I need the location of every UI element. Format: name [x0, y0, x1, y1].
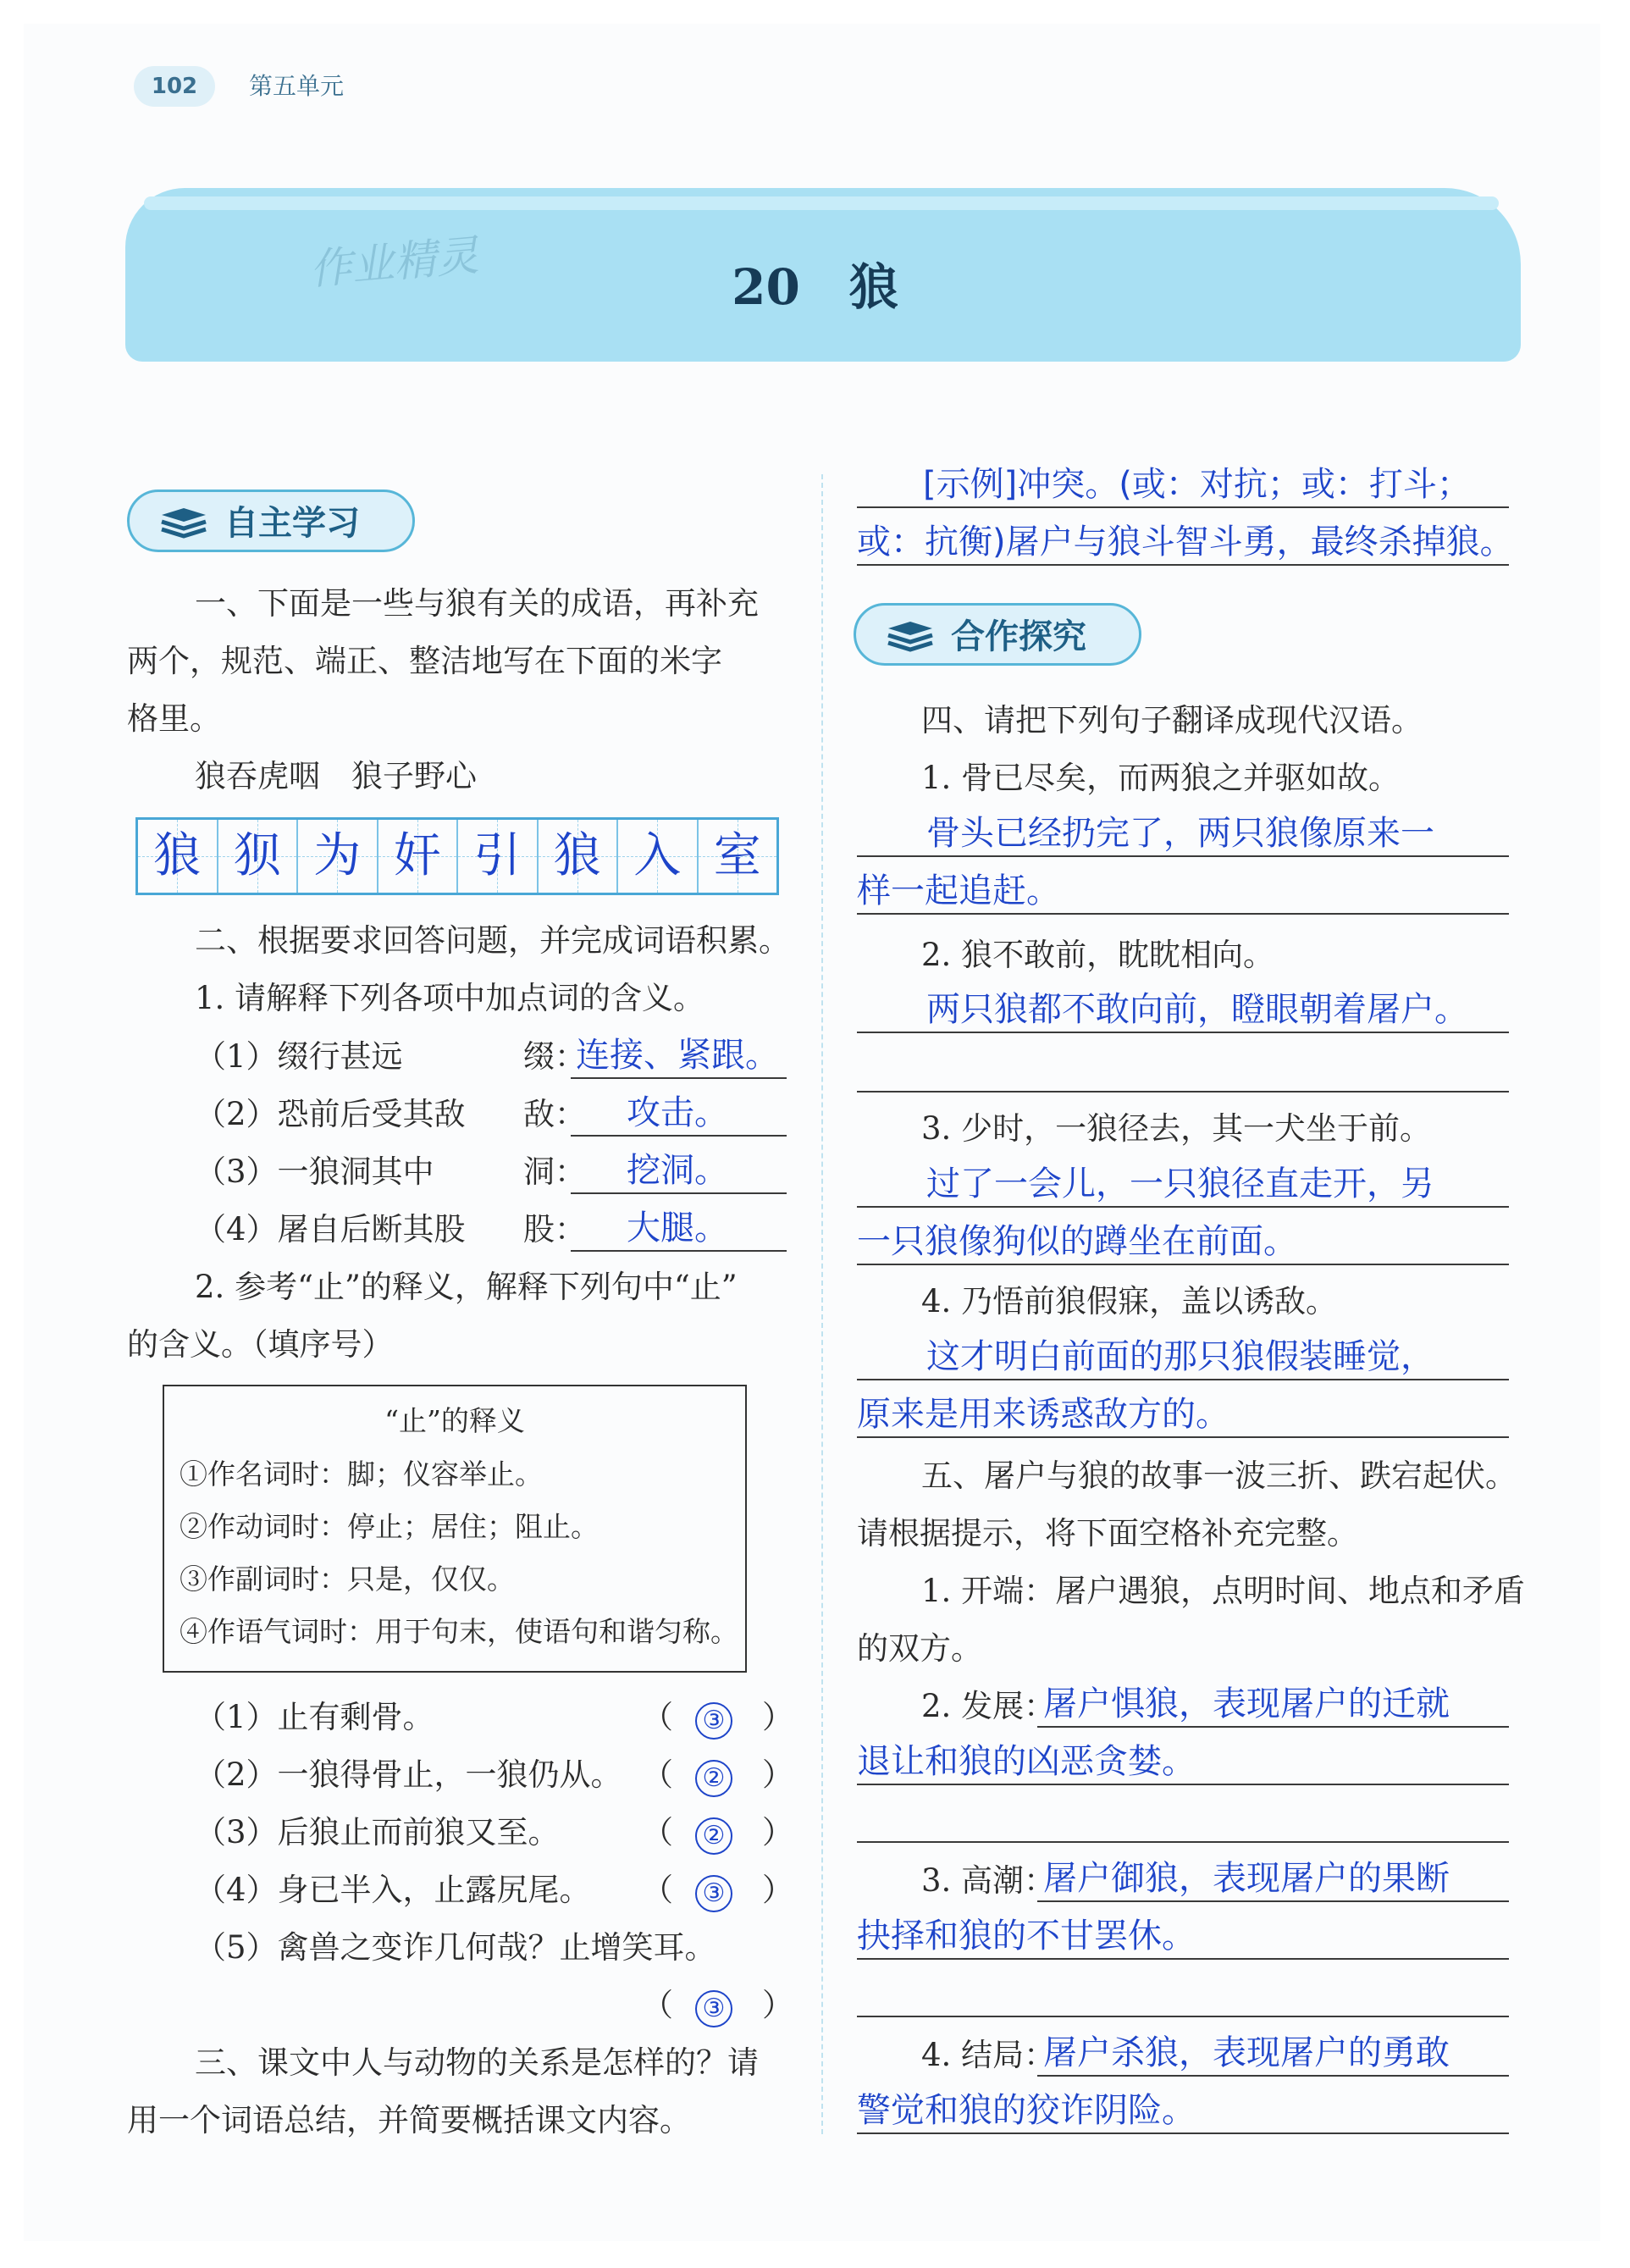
grid-cell: 室 [699, 820, 777, 893]
answer-line [857, 855, 1509, 857]
q5-ans-3a: 屠户御狼，表现屠户的果断 [1043, 1859, 1450, 1898]
box-line-1: ①作名词时：脚；仪容举止。 [180, 1458, 543, 1491]
q2-answer-3: 挖洞。 [627, 1151, 728, 1190]
q2-answer-2: 攻击。 [627, 1093, 728, 1132]
zhi-answer-2: ② [695, 1760, 732, 1797]
answer-line [857, 1784, 1509, 1785]
zhi-sentence-2: （2）一狼得骨止，一狼仍从。 [195, 1756, 622, 1793]
q5-line1: 五、屠户与狼的故事一波三折、跌宕起伏。 [921, 1458, 1517, 1494]
q1-line1: 一、下面是一些与狼有关的成语，再补充 [195, 585, 759, 622]
answer-line [571, 1077, 787, 1079]
answer-line [857, 1264, 1509, 1265]
q2-key-1: 缀： [523, 1038, 586, 1075]
zhi-answer-1: ③ [695, 1702, 732, 1740]
box-title: “止”的释义 [384, 1404, 525, 1437]
q2-sub2-line2: 的含义。（填序号） [127, 1326, 394, 1363]
zhi-answer-3: ② [695, 1817, 732, 1855]
zhi-answer-5: ③ [695, 1990, 732, 2027]
q4-src-1: 1. 骨已尽矣，而两狼之并驱如故。 [921, 760, 1401, 796]
q4-ans-1a: 骨头已经扔完了，两只狼像原来一 [926, 814, 1434, 853]
q4-title: 四、请把下列句子翻译成现代汉语。 [921, 702, 1423, 738]
zhi-sentence-5: （5）禽兽之变诈几何哉？止增笑耳。 [195, 1929, 716, 1966]
paren-close: ） [762, 1987, 793, 2023]
section-self-study [127, 490, 415, 552]
q4-ans-4a: 这才明白前面的那只狼假装睡觉， [926, 1337, 1434, 1376]
q1-line2: 两个，规范、端正、整洁地写在下面的米字 [127, 643, 722, 679]
q4-ans-1b: 样一起追赶。 [857, 871, 1060, 910]
grid-cell: 入 [618, 820, 699, 893]
column-divider [821, 474, 823, 2134]
paren-close: ） [762, 1699, 793, 1735]
zhi-answer-4: ③ [695, 1875, 732, 1912]
q4-src-4: 4. 乃悟前狼假寐，盖以诱敌。 [921, 1283, 1338, 1319]
book-icon [158, 506, 209, 540]
q5-label-2: 2. 发展： [921, 1688, 1056, 1724]
watermark: 作业精灵 [307, 230, 481, 295]
answer-line [857, 506, 1509, 508]
answer-line [571, 1192, 787, 1194]
answer-line [857, 1206, 1509, 1208]
q5-start-line1: 1. 开端：屠户遇狼，点明时间、地点和矛盾 [921, 1573, 1526, 1609]
q5-ans-4b: 警觉和狼的狡诈阴险。 [857, 2091, 1196, 2130]
q3-answer-line2: 或：抗衡)屠户与狼斗智斗勇，最终杀掉狼。 [857, 523, 1514, 561]
q3-answer-line1: [示例]冲突。(或：对抗；或：打斗； [923, 465, 1471, 504]
q1-line3: 格里。 [127, 700, 221, 737]
paren-open: （ [642, 1987, 673, 2023]
q2-item-4: （4）屠自后断其股 [195, 1211, 466, 1247]
answer-line [857, 1958, 1509, 1960]
paren-open: （ [642, 1872, 673, 1908]
q2-answer-4: 大腿。 [627, 1209, 728, 1247]
banner-stripe [144, 196, 1499, 210]
q5-label-3: 3. 高潮： [921, 1862, 1056, 1899]
page-number: 102 [134, 66, 215, 107]
answer-line [857, 1436, 1509, 1438]
q5-start-line2: 的双方。 [857, 1630, 982, 1667]
box-line-4: ④作语气词时：用于句末，使语句和谐匀称。 [180, 1615, 738, 1648]
paren-open: （ [642, 1756, 673, 1793]
answer-line [857, 1379, 1509, 1380]
lesson-title: 20 狼 [732, 258, 898, 316]
q2-answer-1: 连接、紧跟。 [576, 1036, 779, 1075]
paren-close: ） [762, 1756, 793, 1793]
q4-src-2: 2. 狼不敢前，眈眈相向。 [921, 937, 1275, 973]
answer-line [857, 564, 1509, 566]
answer-line [857, 913, 1509, 915]
grid-cell: 为 [298, 820, 378, 893]
q5-label-4: 4. 结局： [921, 2037, 1056, 2073]
q2-sub2-line1: 2. 参考“止”的释义，解释下列句中“止” [195, 1269, 738, 1305]
paren-close: ） [762, 1872, 793, 1908]
mi-grid [135, 817, 779, 895]
q1-idioms: 狼吞虎咽 狼子野心 [195, 758, 477, 794]
answer-line [571, 1135, 787, 1137]
zhi-sentence-1: （1）止有剩骨。 [195, 1699, 434, 1735]
q5-ans-2a: 屠户惧狼，表现屠户的迁就 [1043, 1684, 1450, 1723]
answer-line [1037, 2075, 1509, 2077]
grid-cell: 奸 [378, 820, 459, 893]
q3-line1: 三、课文中人与动物的关系是怎样的？请 [195, 2044, 759, 2081]
book-icon [885, 620, 936, 654]
q4-ans-3b: 一只狼像狗似的蹲坐在前面。 [857, 1222, 1297, 1261]
q2-key-2: 敌： [523, 1096, 586, 1132]
q2-key-3: 洞： [523, 1153, 586, 1190]
zhi-sentence-4: （4）身已半入，止露尻尾。 [195, 1872, 591, 1908]
q3-line2: 用一个词语总结，并简要概括课文内容。 [127, 2102, 691, 2138]
grid-cell: 狼 [138, 820, 218, 893]
paren-open: （ [642, 1814, 673, 1850]
answer-line [857, 1841, 1509, 1843]
q5-ans-2b: 退让和狼的凶恶贪婪。 [857, 1742, 1196, 1781]
section-label: 合作探究 [951, 617, 1086, 656]
q4-src-3: 3. 少时，一狼径去，其一犬坐于前。 [921, 1110, 1432, 1147]
grid-cell: 狼 [539, 820, 619, 893]
box-line-2: ②作动词时：停止；居住；阻止。 [180, 1510, 599, 1543]
paren-open: （ [642, 1699, 673, 1735]
q2-item-3: （3）一狼洞其中 [195, 1153, 434, 1190]
grid-cell: 狈 [218, 820, 299, 893]
q4-ans-4b: 原来是用来诱惑敌方的。 [857, 1395, 1229, 1434]
q5-ans-3b: 抉择和狼的不甘罢休。 [857, 1917, 1196, 1955]
zhi-sentence-3: （3）后狼止而前狼又至。 [195, 1814, 560, 1850]
paren-close: ） [762, 1814, 793, 1850]
grid-cell: 引 [458, 820, 539, 893]
q2-key-4: 股： [523, 1211, 586, 1247]
q2-title: 二、根据要求回答问题，并完成词语积累。 [195, 922, 790, 959]
box-line-3: ③作副词时：只是，仅仅。 [180, 1563, 515, 1596]
answer-line [1037, 1900, 1509, 1902]
answer-line [1037, 1726, 1509, 1728]
answer-line [857, 2016, 1509, 2017]
q2-item-1: （1）缀行甚远 [195, 1038, 403, 1075]
q5-ans-4a: 屠户杀狼，表现屠户的勇敢 [1043, 2033, 1450, 2072]
section-cooperate [854, 603, 1141, 666]
answer-line [857, 1032, 1509, 1033]
q5-line2: 请根据提示，将下面空格补充完整。 [857, 1515, 1358, 1552]
answer-line [857, 2132, 1509, 2134]
q4-ans-3a: 过了一会儿，一只狼径直走开，另 [926, 1164, 1434, 1203]
answer-line [571, 1250, 787, 1252]
section-label: 自主学习 [224, 504, 360, 543]
unit-label: 第五单元 [249, 72, 345, 100]
answer-line [857, 1091, 1509, 1093]
q2-sub1: 1. 请解释下列各项中加点词的含义。 [195, 980, 705, 1016]
q4-ans-2a: 两只狼都不敢向前，瞪眼朝着屠户。 [926, 990, 1468, 1029]
q2-item-2: （2）恐前后受其敌 [195, 1096, 466, 1132]
